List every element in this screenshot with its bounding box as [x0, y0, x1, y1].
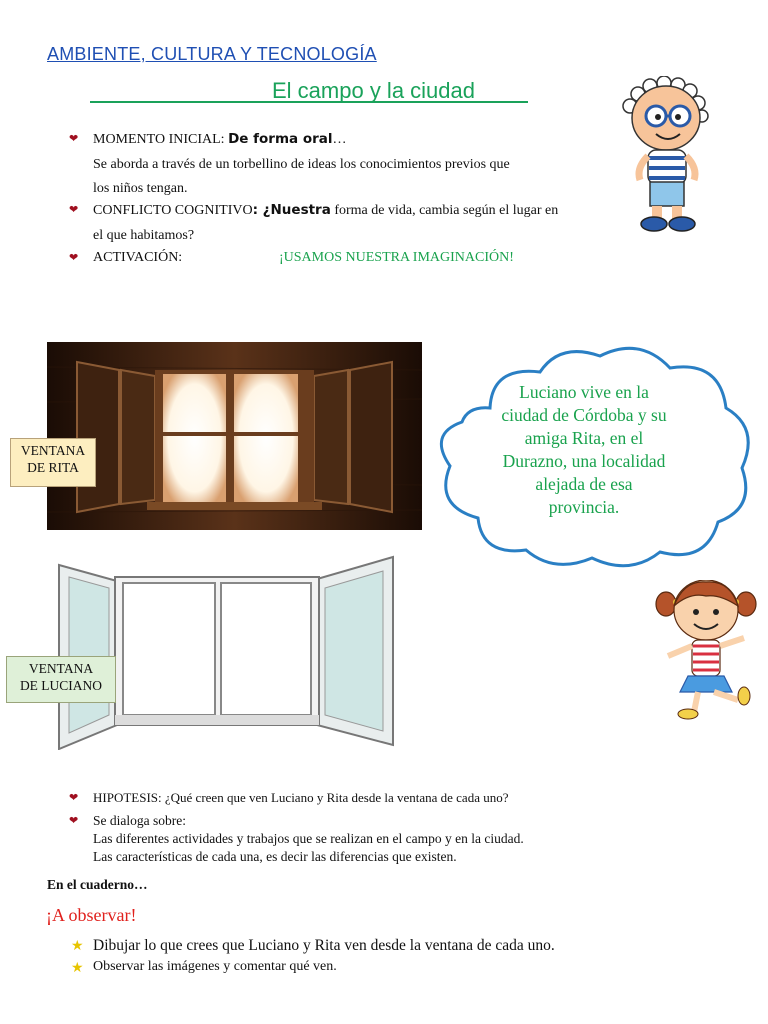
activacion-highlight: ¡USAMOS NUESTRA IMAGINACIÓN! — [279, 250, 514, 265]
intro-item-activacion — [69, 246, 183, 271]
heart-bullet-icon: ❤ — [69, 204, 79, 216]
item-bold: : ¿Nuestra — [252, 202, 331, 218]
item-line2: el que habitamos? — [93, 227, 195, 243]
dialogue-line1: Las diferentes actividades y trabajos que se realizan en el campo y en la ciudad. — [93, 831, 524, 846]
star-bullet-icon: ★ — [71, 961, 84, 976]
star-bullet-icon: ★ — [71, 939, 84, 954]
task-item-2 — [71, 959, 337, 976]
page-title: El campo y la ciudad — [272, 78, 475, 103]
notebook-heading: En el cuaderno… — [47, 877, 148, 892]
label-line: VENTANA — [28, 661, 94, 676]
heart-bullet-icon: ❤ — [69, 815, 79, 827]
label-line: DE LUCIANO — [19, 678, 103, 693]
heart-bullet-icon: ❤ — [69, 792, 79, 804]
hypothesis-item — [69, 786, 509, 811]
item-label: ACTIVACIÓN: — [93, 250, 183, 265]
item-bold: De forma oral — [228, 131, 333, 147]
cloud-line: ciudad de Córdoba y su — [501, 405, 667, 425]
item-label: MOMENTO INICIAL: — [93, 132, 229, 147]
intro-item-momento — [69, 127, 510, 202]
item-line2: Se aborda a través de un torbellino de ideas los conocimientos previos que — [93, 156, 510, 172]
item-after: forma de vida, cambia según el lugar en — [330, 203, 559, 218]
hypothesis-label: HIPOTESIS: — [93, 790, 162, 805]
task-text: Observar las imágenes y comentar qué ven. — [93, 959, 337, 974]
heart-bullet-icon: ❤ — [69, 133, 79, 145]
label-line: DE RITA — [27, 460, 79, 475]
rita-window-label — [10, 438, 96, 487]
task-item-1 — [71, 937, 555, 955]
heart-bullet-icon: ❤ — [69, 252, 79, 264]
dialogue-line2: Las características de cada una, es decir las diferencias que existen. — [93, 849, 457, 864]
item-line3: los niños tengan. — [93, 181, 188, 196]
cloud-line: alejada de esa — [535, 474, 633, 494]
dialogue-intro: Se dialoga sobre: — [93, 813, 186, 828]
cloud-line: amiga Rita, en el — [524, 428, 644, 448]
task-text: Dibujar lo que crees que Luciano y Rita ven desde la ventana de cada uno. — [93, 937, 555, 954]
girl-illustration — [654, 580, 758, 722]
label-line: VENTANA — [20, 443, 86, 458]
dialogue-item — [69, 812, 524, 866]
boy-illustration — [618, 76, 714, 234]
item-after: … — [332, 132, 347, 147]
cloud-line: Durazno, una localidad — [502, 451, 666, 471]
cloud-text — [478, 381, 690, 519]
intro-item-conflicto — [69, 198, 559, 248]
hypothesis-text: ¿Qué creen que ven Luciano y Rita desde la ventana de cada uno? — [161, 790, 509, 805]
observe-heading: ¡A observar! — [46, 905, 137, 925]
item-label: CONFLICTO COGNITIVO — [93, 203, 253, 218]
subject-heading: AMBIENTE, CULTURA Y TECNOLOGÍA — [47, 44, 377, 64]
luciano-window-image — [55, 555, 397, 750]
cloud-line: Luciano vive en la — [519, 382, 649, 402]
cloud-line: provincia. — [548, 497, 620, 517]
rita-window-image — [47, 342, 422, 530]
luciano-window-label — [6, 656, 116, 703]
